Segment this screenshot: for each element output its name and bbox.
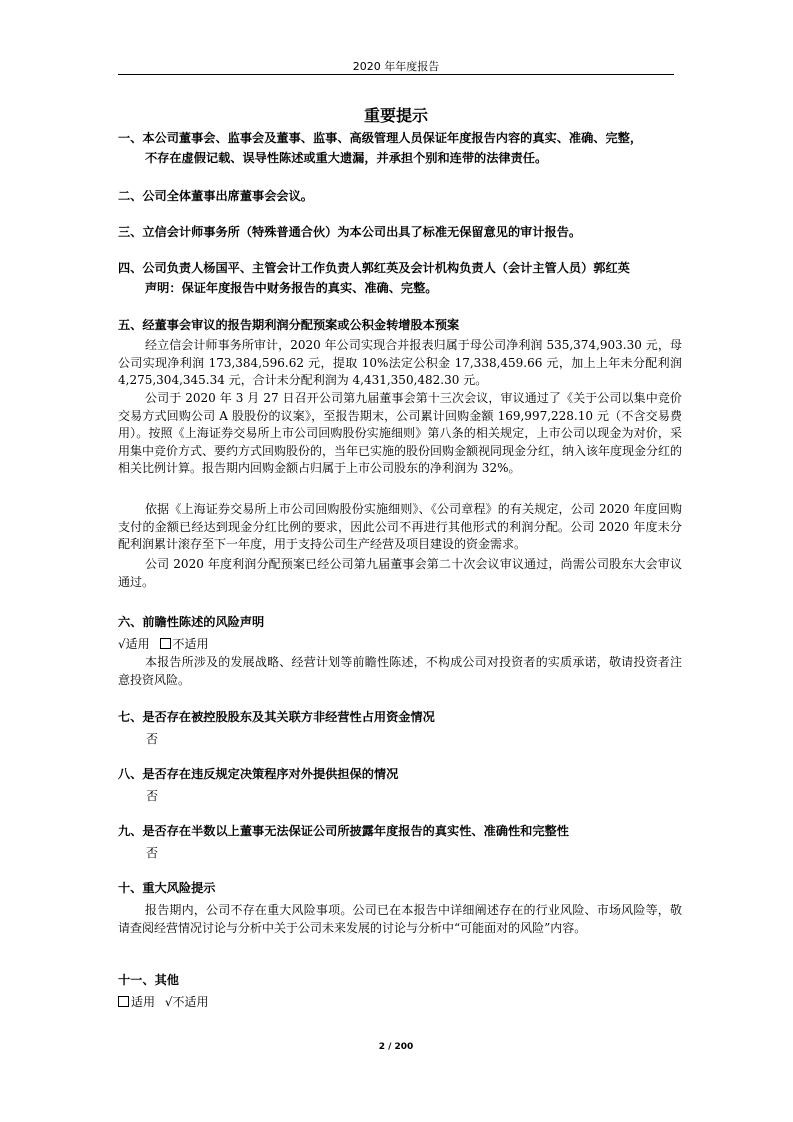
section-number: 三、 xyxy=(118,225,143,239)
section-6-paragraph-1: 本报告所涉及的发展战略、经营计划等前瞻性陈述，不构成公司对投资者的实质承诺，敬请投资者注意投资风险。 xyxy=(118,655,682,687)
section-text: 是否存在违反规定决策程序对外提供担保的情况 xyxy=(142,767,399,781)
section-text-continued: 不存在虚假记载、误导性陈述或重大遗漏，并承担个别和连带的法律责任。 xyxy=(145,151,548,165)
section-9-answer: 否 xyxy=(146,846,159,860)
applicability-options xyxy=(118,994,209,1011)
section-text: 重大风险提示 xyxy=(142,881,216,895)
section-number: 八、 xyxy=(118,767,143,781)
section-text: 公司全体董事出席董事会会议。 xyxy=(142,189,313,203)
section-number: 五、 xyxy=(118,318,143,332)
section-9-heading xyxy=(118,821,688,841)
section-number: 十、 xyxy=(118,881,143,895)
section-number: 十一、 xyxy=(118,973,155,987)
section-2-heading xyxy=(118,186,688,206)
section-5-paragraph-3: 依据《上海证券交易所上市公司回购股份实施细则》、《公司章程》的有关规定，公司 2020 年度回购支付的金额已经达到现金分红比例的要求，因此公司不再进行其他形式的利润分配。公司 2020 年度未分配利润累计滚存至下一年度，用于支持公司生产经营及项目建设的资金需求。 xyxy=(118,502,682,552)
section-text: 公司负责人杨国平、主管会计工作负责人郭红英及会计机构负责人（会计主管人员）郭红英 xyxy=(142,261,630,275)
applicability-options xyxy=(118,636,209,653)
option-not-applicable-label: 不适用 xyxy=(172,995,209,1009)
section-6-heading xyxy=(118,612,688,632)
section-number: 六、 xyxy=(118,615,143,629)
section-text: 是否存在被控股股东及其关联方非经营性占用资金情况 xyxy=(142,710,435,724)
checkbox-icon xyxy=(160,638,171,649)
checkmark-icon: √ xyxy=(118,637,126,651)
section-number: 九、 xyxy=(118,824,143,838)
option-applicable-label: 适用 xyxy=(125,637,150,651)
section-7-answer: 否 xyxy=(146,732,159,746)
section-3-heading xyxy=(118,222,688,242)
section-1-heading xyxy=(118,128,688,168)
section-number: 一、 xyxy=(118,131,143,145)
section-7-heading xyxy=(118,707,688,727)
option-applicable-label: 适用 xyxy=(131,995,156,1009)
section-text: 立信会计师事务所（特殊普通合伙）为本公司出具了标准无保留意见的审计报告。 xyxy=(142,225,582,239)
section-number: 四、 xyxy=(118,261,143,275)
section-number: 七、 xyxy=(118,710,143,724)
section-number: 二、 xyxy=(118,189,143,203)
section-4-heading xyxy=(118,258,688,298)
section-5-heading xyxy=(118,315,688,335)
section-5-paragraph-2: 公司于 2020 年 3 月 27 日召开公司第九届董事会第十三次会议，审议通过了《关于公司以集中竞价交易方式回购公司 A 股股份的议案》，至报告期末，公司累计回购金额 169,997,228.10 元（不含交易费用）。按照《上海证券交易所上市公司回购股份实施细则》第八条的相关规定，上市公司以现金为对价，采用集中竞价方式、要约方式回购股份的，当年已实施的股份回购金额视同现金分红，纳入该年度现金分红的相关比例计算。报告期内回购金额占归属于上市公司股东的净利润为 32%。 xyxy=(118,391,683,476)
section-text: 是否存在半数以上董事无法保证公司所披露年度报告的真实性、准确性和完整性 xyxy=(142,824,569,838)
section-text: 其他 xyxy=(154,973,179,987)
section-10-heading xyxy=(118,878,688,898)
section-5-paragraph-1: 经立信会计师事务所审计，2020 年公司实现合并报表归属于母公司净利润 535,374,903.30 元，母公司实现净利润 173,384,596.62 元，提取 10%法定公积金 17,338,459.66 元，加上上年未分配利润 4,275,304,345.34 元，合计未分配利润为 4,431,350,482.30 元。 xyxy=(118,338,682,388)
header-divider xyxy=(118,74,674,75)
running-header: 2020 年年度报告 xyxy=(352,60,440,73)
section-8-answer: 否 xyxy=(146,789,159,803)
section-text-continued: 声明：保证年度报告中财务报告的真实、准确、完整。 xyxy=(145,281,438,295)
page-title: 重要提示 xyxy=(363,106,428,125)
section-10-paragraph-1: 报告期内，公司不存在重大风险事项。公司已在本报告中详细阐述存在的行业风险、市场风险等，敬请查阅经营情况讨论与分析中关于公司未来发展的讨论与分析中“可能面对的风险”内容。 xyxy=(118,903,682,935)
section-text: 经董事会审议的报告期利润分配预案或公积金转增股本预案 xyxy=(142,318,460,332)
option-not-applicable-label: 不适用 xyxy=(172,637,209,651)
page-number: 2 / 200 xyxy=(378,1042,414,1052)
section-text: 前瞻性陈述的风险声明 xyxy=(142,615,265,629)
section-5-paragraph-4: 公司 2020 年度利润分配预案已经公司第九届董事会第二十次会议审议通过，尚需公司股东大会审议通过。 xyxy=(118,557,682,589)
section-text: 本公司董事会、监事会及董事、监事、高级管理人员保证年度报告内容的真实、准确、完整， xyxy=(142,131,643,145)
checkmark-icon: √ xyxy=(164,995,173,1009)
section-8-heading xyxy=(118,764,688,784)
checkbox-icon xyxy=(118,996,129,1007)
section-11-heading xyxy=(118,970,688,990)
